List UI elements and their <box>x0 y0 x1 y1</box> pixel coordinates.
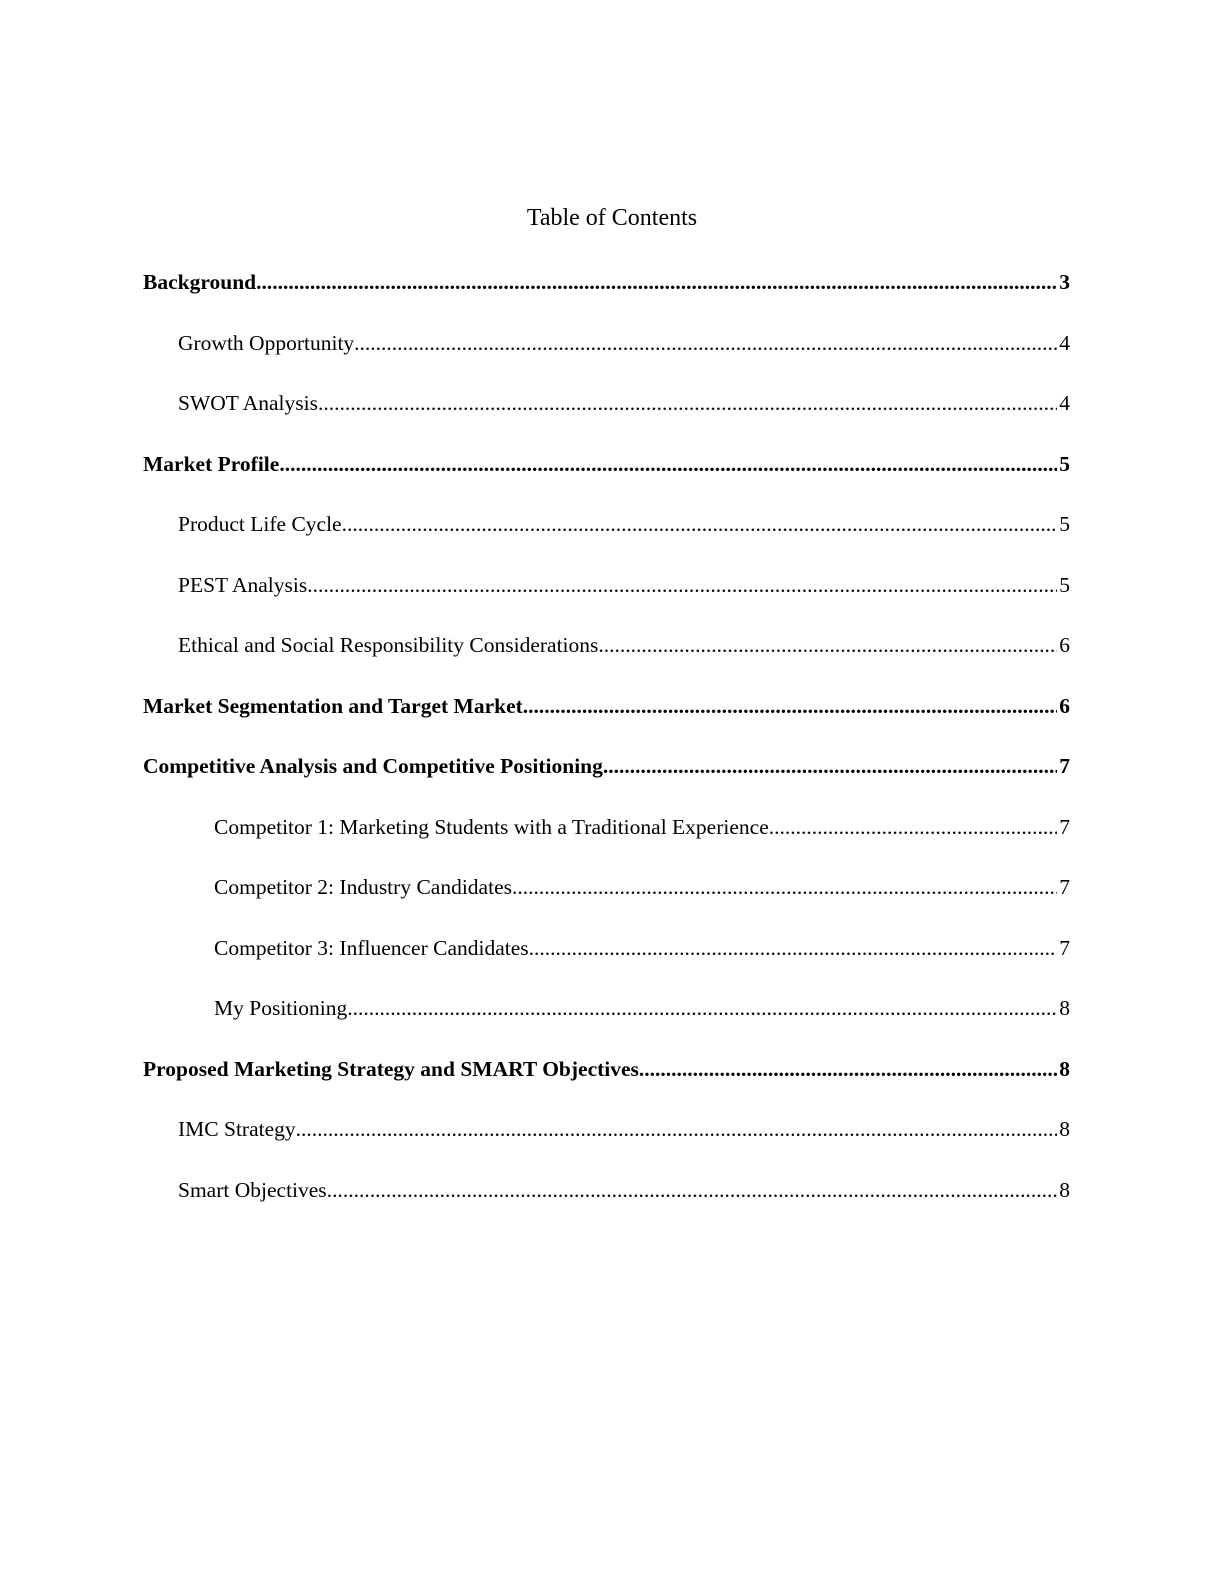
toc-entry-page: 7 <box>1059 754 1070 778</box>
toc-dot-leader <box>318 387 1057 419</box>
toc-entry-label: Background <box>143 270 257 294</box>
toc-dot-leader <box>307 569 1057 601</box>
toc-entry[interactable] <box>143 871 1070 932</box>
toc-entry-label: Competitor 3: Influencer Candidates <box>214 935 529 960</box>
toc-entry-page: 7 <box>1059 935 1070 960</box>
toc-entry-page: 8 <box>1059 1177 1070 1202</box>
toc-entry[interactable] <box>143 569 1070 630</box>
toc-entry-label: Market Segmentation and Target Market <box>143 693 523 718</box>
toc-entry[interactable] <box>143 387 1070 448</box>
toc-dot-leader <box>327 1174 1058 1206</box>
toc-entry[interactable] <box>143 266 1070 327</box>
toc-entry[interactable] <box>143 508 1070 569</box>
toc-entry-page: 8 <box>1059 1056 1070 1081</box>
toc-entry[interactable] <box>143 992 1070 1053</box>
toc-dot-leader <box>347 992 1057 1024</box>
toc-title: Table of Contents <box>526 205 698 231</box>
toc-entry[interactable] <box>143 1053 1070 1114</box>
toc-dot-leader <box>256 266 1057 298</box>
toc-dot-leader <box>523 690 1057 722</box>
toc-entry-page: 5 <box>1059 451 1070 476</box>
toc-entry[interactable] <box>143 1174 1070 1235</box>
toc-dot-leader <box>598 629 1057 661</box>
toc-entry-label: SWOT Analysis <box>178 391 318 415</box>
toc-entry[interactable] <box>143 750 1070 811</box>
toc-entry-page: 4 <box>1059 391 1070 415</box>
toc-entry[interactable] <box>143 690 1070 751</box>
toc-entry-label: Growth Opportunity <box>178 330 355 355</box>
toc-entry-label: Competitor 2: Industry Candidates <box>214 875 512 899</box>
toc-dot-leader <box>354 327 1057 359</box>
toc-entry-page: 6 <box>1059 693 1070 718</box>
toc-entry[interactable] <box>143 327 1070 388</box>
toc-entry-page: 5 <box>1059 572 1070 597</box>
toc-entry-label: Competitive Analysis and Competitive Positioning <box>143 754 603 778</box>
toc-entry-label: Proposed Marketing Strategy and SMART Objectives <box>143 1056 639 1081</box>
toc-entry-page: 6 <box>1059 633 1070 657</box>
toc-list <box>143 266 1070 1234</box>
toc-dot-leader <box>603 750 1057 782</box>
toc-dot-leader <box>512 871 1057 903</box>
toc-dot-leader <box>279 448 1057 480</box>
toc-dot-leader <box>296 1113 1058 1145</box>
toc-dot-leader <box>639 1053 1057 1085</box>
toc-entry-label: Smart Objectives <box>178 1177 327 1202</box>
toc-entry-label: Ethical and Social Responsibility Considerations <box>178 633 599 657</box>
toc-entry-label: Market Profile <box>143 451 280 476</box>
toc-entry-label: My Positioning <box>214 996 348 1020</box>
toc-entry-label: IMC Strategy <box>178 1117 296 1141</box>
toc-entry-label: Competitor 1: Marketing Students with a Traditional Experience <box>214 814 769 839</box>
toc-dot-leader <box>529 932 1058 964</box>
toc-entry-page: 5 <box>1059 512 1070 536</box>
toc-entry[interactable] <box>143 811 1070 872</box>
toc-entry-page: 4 <box>1059 330 1070 355</box>
toc-entry-page: 8 <box>1059 996 1070 1020</box>
toc-entry-page: 7 <box>1059 875 1070 899</box>
toc-entry-page: 7 <box>1059 814 1070 839</box>
toc-entry[interactable] <box>143 1113 1070 1174</box>
toc-dot-leader <box>342 508 1058 540</box>
toc-entry[interactable] <box>143 448 1070 509</box>
toc-dot-leader <box>769 811 1058 843</box>
toc-entry-label: Product Life Cycle <box>178 512 342 536</box>
toc-entry-page: 3 <box>1059 270 1070 294</box>
toc-entry[interactable] <box>143 932 1070 993</box>
toc-entry-label: PEST Analysis <box>178 572 308 597</box>
toc-entry[interactable] <box>143 629 1070 690</box>
toc-entry-page: 8 <box>1059 1117 1070 1141</box>
